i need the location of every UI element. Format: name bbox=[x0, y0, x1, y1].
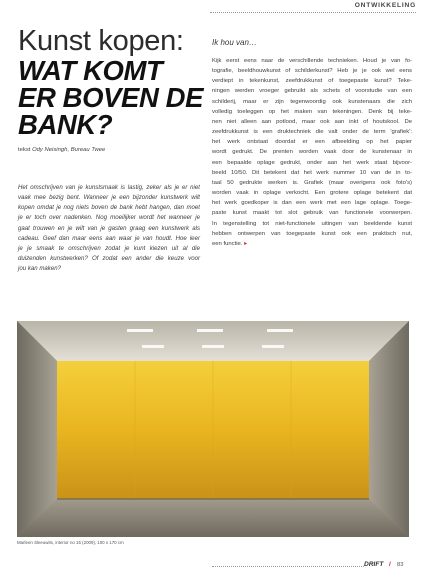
section-label: ONTWIKKELING bbox=[354, 2, 416, 9]
headline-line: WAT KOMT bbox=[18, 55, 163, 86]
body-line: schilderij, maar er zijn tegenwoordig ook kunstenaars die zich bbox=[212, 98, 412, 105]
byline bbox=[18, 147, 105, 153]
intro-line: Het omschrijven van je kunstsmaak is lastig, zeker als je er niet bbox=[18, 184, 200, 191]
photo-illustration bbox=[17, 321, 409, 537]
intro-paragraph bbox=[18, 183, 200, 274]
body-line: tografie, beeldhouwkunst of schilderkunst? Heb je je ook wel eens bbox=[212, 68, 412, 75]
intro-line: gaat trouwen en je wilt van je gasten graag een kunstwerk als bbox=[18, 224, 200, 232]
body-line: verdiept in tekenkunst, zeefdrukkunst of toegepaste kunst? Teke- bbox=[212, 78, 412, 85]
body-line: worden vaak in oplage verkocht. Een grotere oplage betekent dat bbox=[212, 190, 412, 197]
body-line: beeld 10/50. Dit betekent dat het werk nummer 10 van de in to- bbox=[212, 169, 412, 176]
section-divider bbox=[210, 12, 416, 13]
body-line: paste kunst maakt tot slot gebruik van functionele voorwerpen. bbox=[212, 210, 412, 217]
body-line: het werk goedkoper is dan een werk met een lage oplage. Toege- bbox=[212, 200, 412, 207]
continue-arrow-icon: ▸ bbox=[244, 240, 248, 247]
body-line: hebben ontwerpen van toegepaste kunst ook een praktisch nut, bbox=[212, 230, 412, 237]
intro-line: cadeau. Geef dan maar eens aan waar je van houdt. Hoe leer bbox=[18, 234, 200, 242]
byline-author: Ody Neisingh, Bureau Twee bbox=[32, 147, 106, 153]
headline-line: ER BOVEN DE bbox=[18, 82, 204, 113]
intro-line: vaak mee bezig bent. Wanneer je een bijzonder kunstwerk wilt bbox=[18, 194, 200, 202]
body-text-column bbox=[212, 56, 412, 249]
footer-divider bbox=[212, 566, 364, 567]
intro-line: kopen omdat je nog niets boven de bank hebt hangen, dan moet bbox=[18, 204, 200, 212]
intro-line: je er toch over nadenken. Nog moeilijker wordt het wanneer je bbox=[18, 214, 200, 222]
intro-line: jou kan maken? bbox=[18, 265, 62, 273]
magazine-name: DRIFT bbox=[364, 561, 384, 568]
body-line: volledig toeleggen op het maken van tekeningen. Denk bij teke- bbox=[212, 108, 412, 115]
headline-line: BANK? bbox=[18, 109, 113, 140]
photo-caption: Marleen Sleeuwits, interior no 15 (2009), 100 x 170 cm bbox=[17, 540, 124, 545]
body-line: het werk ontstaat doordat er een afbeelding op het papier bbox=[212, 139, 412, 146]
body-line: een functie. bbox=[212, 240, 243, 247]
ceiling bbox=[17, 321, 409, 361]
body-line: zeefdrukkunst is een druktechniek die valt onder de term 'grafiek': bbox=[212, 129, 412, 136]
byline-prefix: tekst bbox=[18, 147, 33, 153]
article-kicker: Kunst kopen: bbox=[18, 25, 184, 57]
article-headline bbox=[18, 57, 208, 138]
intro-line: duizenden kunstwerken? Of zodat een ander die keuze voor bbox=[18, 255, 200, 263]
section-subhead: Ik hou van… bbox=[212, 38, 257, 47]
interior-photo bbox=[17, 321, 409, 537]
body-line: nen niet alleen aan potlood, maar ook aan inkt of houtskool. De bbox=[212, 118, 412, 125]
floor bbox=[17, 499, 409, 537]
body-line-final bbox=[212, 239, 412, 249]
body-line: Kijk eerst eens naar de verschillende technieken. Houd je van fo- bbox=[212, 58, 412, 64]
footer-separator: / bbox=[389, 561, 391, 568]
body-line: In tegenstelling tot niet-functionele uitingen van beeldende kunst bbox=[212, 220, 412, 227]
body-line: taal 50 gedrukte werken is. Grafiek (maar overigens ook foto's) bbox=[212, 179, 412, 186]
body-line: ningen werden vroeger gebruikt als schets of voorstudie van een bbox=[212, 88, 412, 95]
body-line: een bepaalde oplage gedrukt, onder aan het werk staat bijvoor- bbox=[212, 159, 412, 166]
intro-line: je je smaak te omschrijven zodat je kunt kiezen uit al die bbox=[18, 244, 200, 252]
body-line: wordt gedrukt. De prenten worden vaak door de kunstenaar in bbox=[212, 149, 412, 156]
page-number: 83 bbox=[397, 562, 404, 568]
